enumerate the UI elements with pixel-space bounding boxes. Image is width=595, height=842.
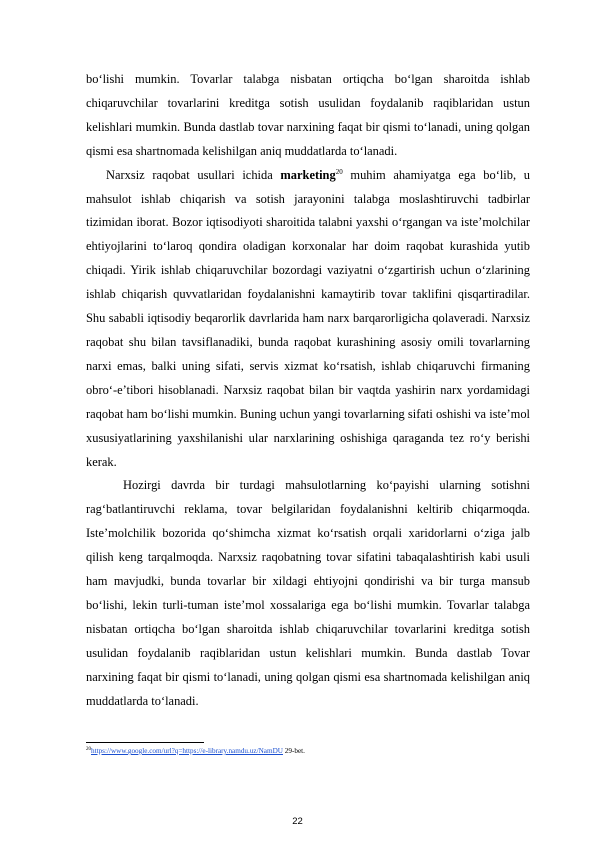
footnote-ref[interactable]: 20 bbox=[335, 167, 343, 176]
page-number: 22 bbox=[292, 816, 303, 827]
footnote-link[interactable]: https://www.google.com/url?q=https://e-library.namdu.uz/NamDU bbox=[91, 747, 283, 755]
paragraph-2 bbox=[86, 164, 530, 475]
footnote bbox=[86, 745, 305, 756]
paragraph-1: bo‘lishi mumkin. Tovarlar talabga nisbatan ortiqcha bo‘lgan sharoitda ishlab chiqaruvchilar tovarlarini kreditga sotish usulidan foydalanib raqiblaridan ustun kelishlari mumkin. Bunda dastlab tovar narxining faqat bir qismi to‘lanadi, uning qolgan qismi esa shartnomada kelishilgan aniq muddatlarda to‘lanadi. bbox=[86, 72, 530, 158]
paragraph-3: Hozirgi davrda bir turdagi mahsulotlarning ko‘payishi ularning sotishni rag‘batlantiruvchi reklama, tovar belgilaridan foydalanishni keltirib chiqarmoqda. Iste’molchilik bozorida qo‘shimcha xizmat ko‘rsatish orqali xaridorlarni o‘ziga jalb qilish keng tarqalmoqda. Narxsiz raqobatning tovar sifatini tabaqalashtirish kabi usuli ham mavjudki, bunda tovarlar bir xildagi ehtiyojni qondirishi va bir turga mansub bo‘lishi, lekin turli-tuman iste’mol xossalariga ega bo‘lishi mumkin. Tovarlar talabga nisbatan ortiqcha bo‘lgan sharoitda ishlab chiqaruvchilar tovarlarini kreditga sotish usulidan foydalanib raqiblaridan ustun kelishlari mumkin. Bunda dastlab Tovar narxining faqat bir qismi to‘lanadi, uning qolgan qismi esa shartnomada kelishilgan aniq muddatlarda to‘lanadi. bbox=[86, 478, 530, 708]
marketing-term: marketing bbox=[280, 167, 336, 182]
footnote-number: 20 bbox=[86, 747, 91, 752]
paragraph-2-text: muhim ahamiyatga ega bo‘lib, u mahsulot ishlab chiqarish va sotish jarayonini talabga moslashtiruvchi tadbirlar tizimidan iborat. Bozor iqtisodiyoti sharoitida talabni yaxshi o‘rgangan va iste’molchilar ehtiyojlarini to‘laroq qondira oladigan korxonalar har doim raqobat kurashida yutib chiqadi. Yirik ishlab chiqaruvchilar bozordagi vaziyatni o‘zgartirish uchun o‘zlarining ishlab chiqarish quvvatlaridan foydalanishni kamaytirib tovar taklifini qisqartiradilar. Shu sababli iqtisodiy beqarorlik davrlarida ham narx barqarorligicha qolaveradi. Narxsiz raqobat shu bilan tavsiflanadiki, bunda raqobat kurashining asosiy omili tovarlarning narxi emas, balki uning sifati, servis xizmat ko‘rsatish, ishlab chiqaruvchi firmaning obro‘-e’tibori hisoblanadi. Narxsiz raqobat bilan bir vaqtda yashirin narx yordamidagi raqobat ham bo‘lishi mumkin. Buning uchun yangi tovarlarning sifati oshishi va iste’mol xususiyatlarining yaxshilanishi ular narxlarining oshishiga qaraganda tez ro‘y berishi kerak. bbox=[86, 167, 530, 469]
paragraph-2-lead: Narxsiz raqobat usullari ichida bbox=[106, 167, 281, 182]
footnote-suffix: 29-bet. bbox=[282, 747, 305, 755]
footnote-divider bbox=[86, 742, 204, 743]
document-body bbox=[86, 68, 530, 713]
